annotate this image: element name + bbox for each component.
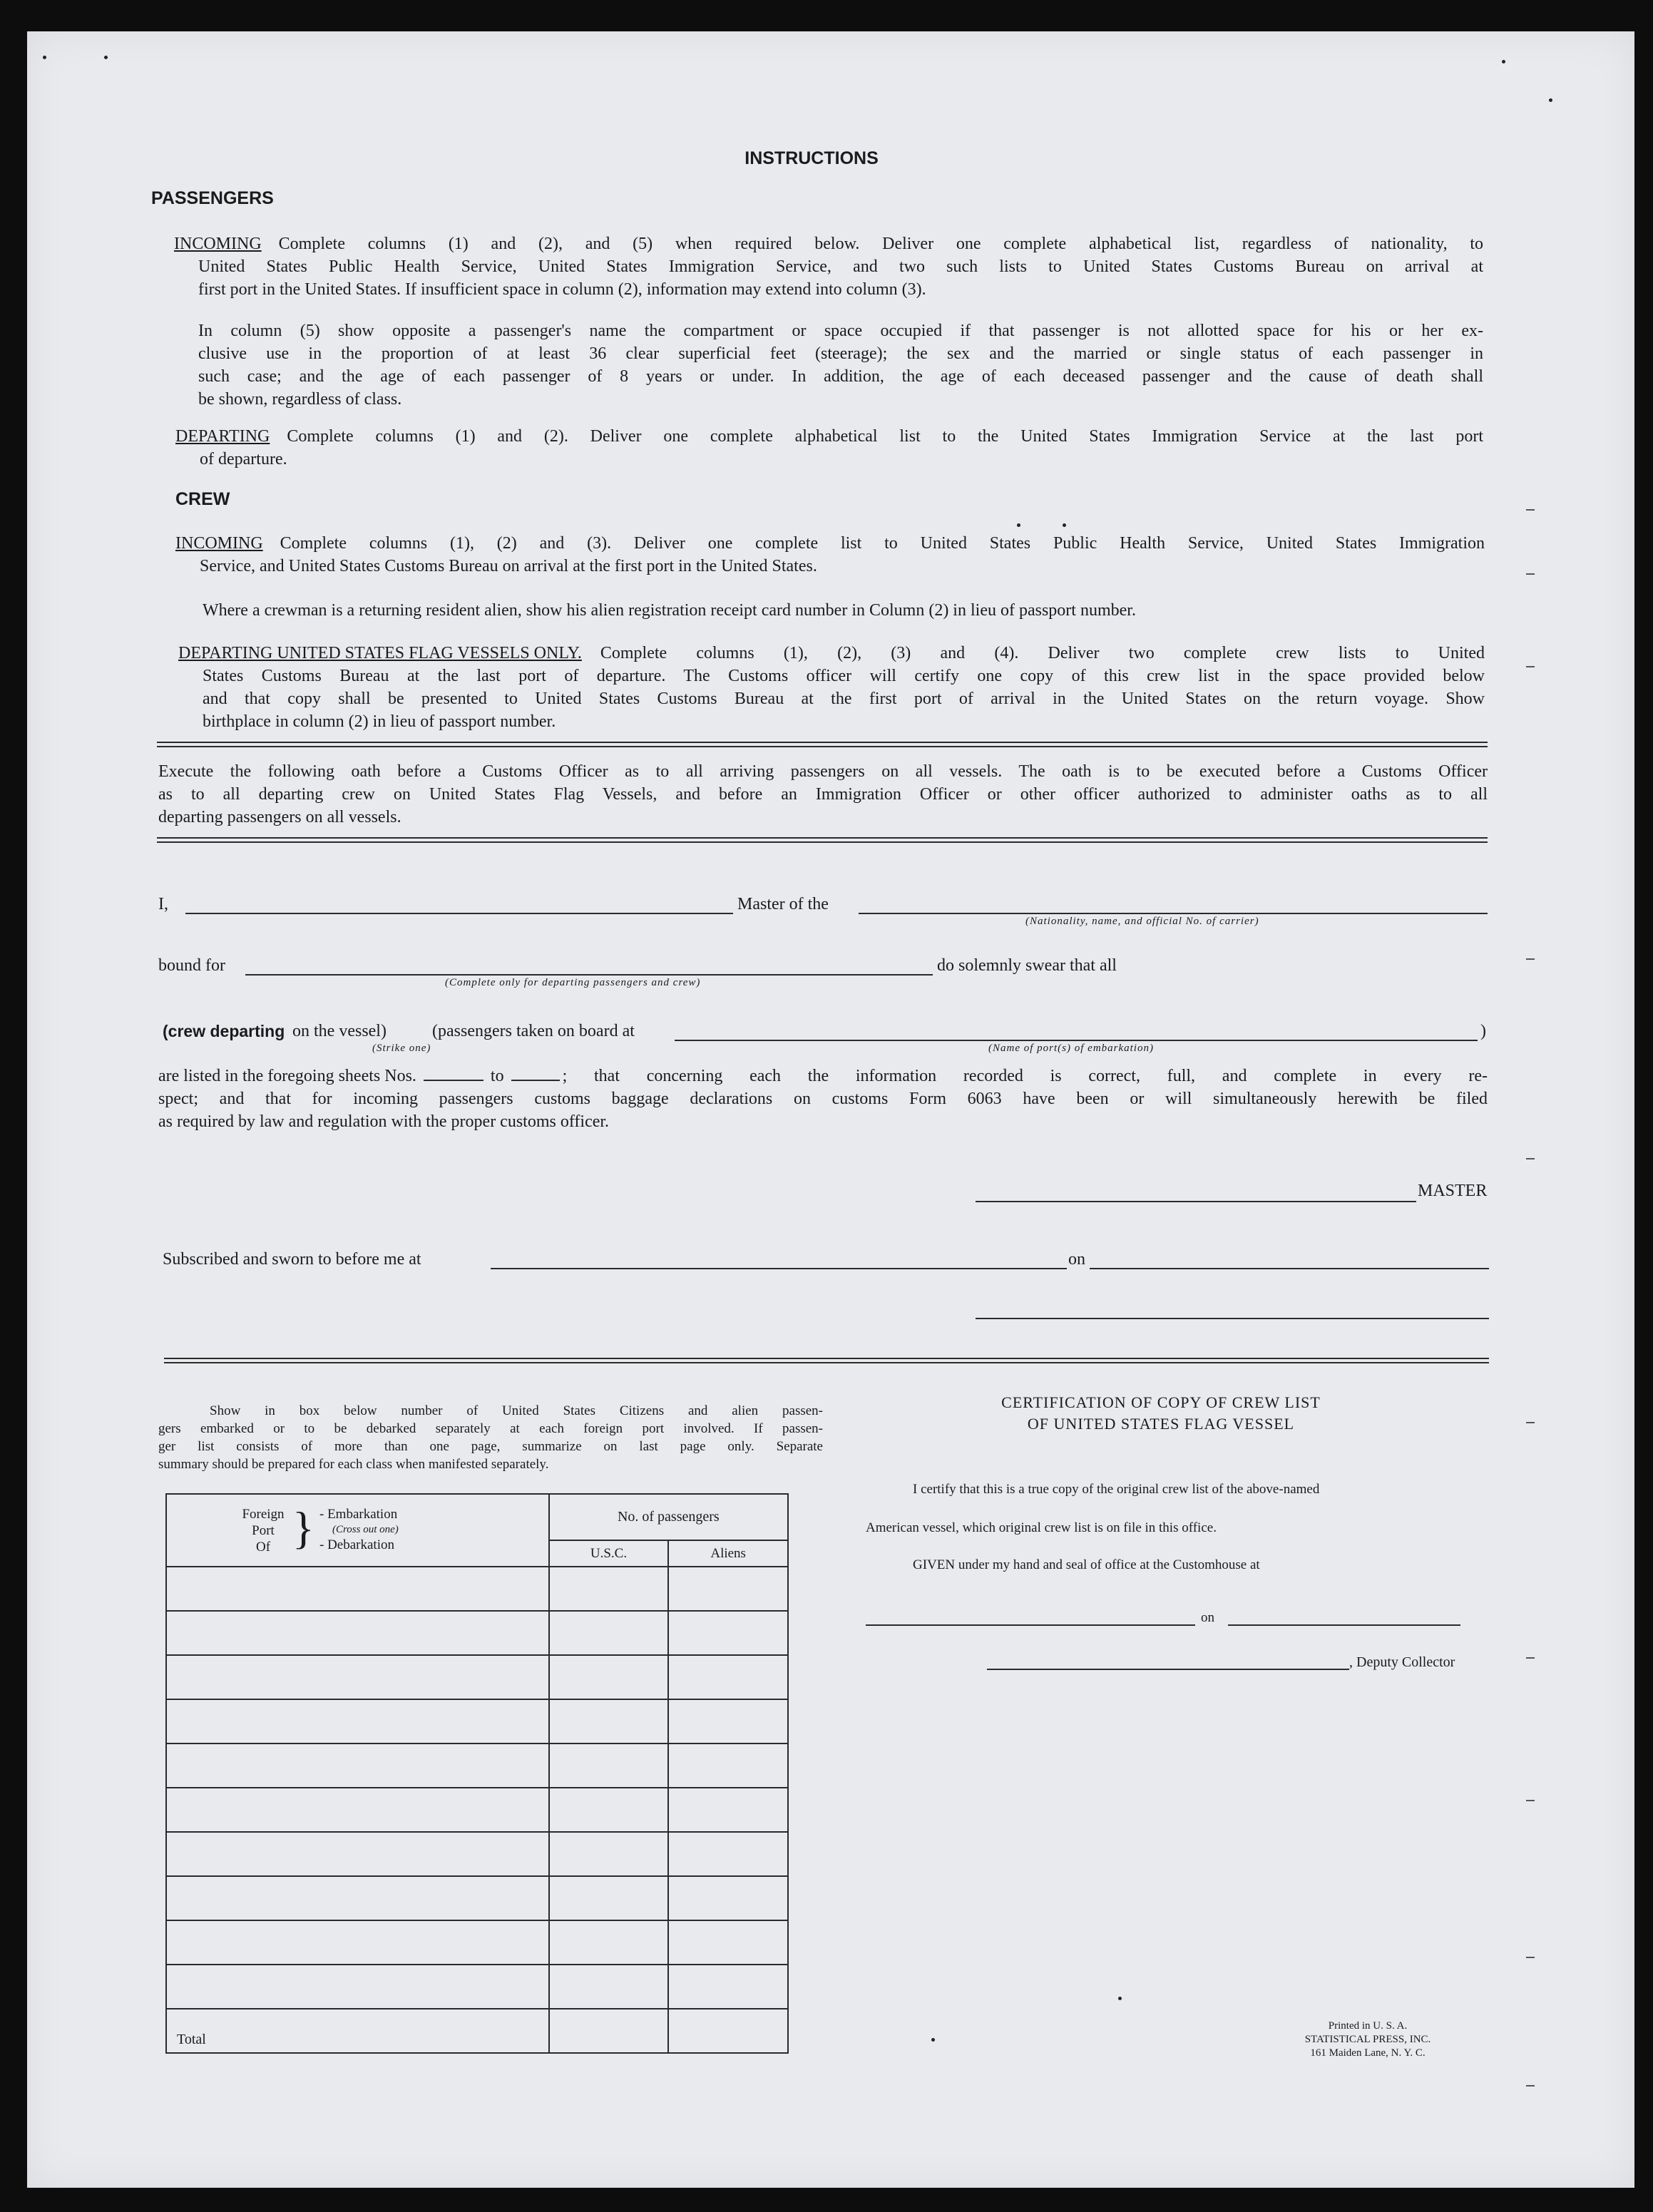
text-line: 161 Maiden Lane, N. Y. C.	[1310, 2047, 1426, 2059]
usc-cell[interactable]	[549, 1832, 669, 1876]
table-row	[166, 1788, 788, 1832]
usc-cell[interactable]	[549, 1920, 669, 1965]
table-row	[166, 1832, 788, 1876]
text-line: Complete columns (1), (2) and (3). Deliver one complete list to United States Public Health Service, United States Immigration	[280, 534, 1485, 553]
text-line: and that copy shall be presented to United States Customs Bureau at the first port of arrival in the United States on the return voyage. Show	[203, 690, 1485, 708]
margin-tick	[1526, 1800, 1535, 1801]
port-cell[interactable]	[166, 1744, 549, 1788]
scan-speck	[931, 2038, 935, 2042]
carrier-caption: (Nationality, name, and official No. of carrier)	[1025, 916, 1259, 927]
customhouse-field[interactable]	[866, 1624, 1195, 1626]
text-line: OF UNITED STATES FLAG VESSEL	[1027, 1415, 1295, 1433]
sworn-place-field[interactable]	[491, 1268, 1067, 1269]
aliens-cell[interactable]	[668, 1832, 788, 1876]
of-label: Of	[255, 1540, 271, 1555]
crew-incoming-label: INCOMING	[175, 534, 263, 553]
certification-line-2: American vessel, which original crew list is on file in this office.	[866, 1520, 1217, 1535]
aliens-cell[interactable]	[668, 1876, 788, 1920]
text-line: of departure.	[200, 450, 287, 468]
sheet-to-field[interactable]	[511, 1064, 560, 1081]
passengers-incoming-label: INCOMING	[174, 235, 262, 253]
total-usc-cell[interactable]	[549, 2009, 669, 2053]
text-line: clusive use in the proportion of at least 36 clear superficial feet (steerage); the sex and the married or single status of each passenger in	[198, 344, 1483, 363]
close-paren: )	[1480, 1022, 1486, 1040]
no-of-passengers-header: No. of passengers	[549, 1494, 788, 1540]
crew-departing-option: (crew departing	[163, 1022, 285, 1040]
port-cell[interactable]	[166, 1832, 549, 1876]
port-cell[interactable]	[166, 1699, 549, 1744]
certification-line-3: GIVEN under my hand and seal of office at the Customhouse at	[913, 1557, 1260, 1572]
table-row	[166, 1920, 788, 1965]
text-line: STATISTICAL PRESS, INC.	[1304, 2034, 1431, 2045]
debarkation-option[interactable]: - Debarkation	[319, 1537, 394, 1552]
aliens-cell[interactable]	[668, 1744, 788, 1788]
text-line: Complete columns (1), (2), (3) and (4). Deliver two complete crew lists to United	[600, 644, 1485, 662]
on-vessel-label: on the vessel)	[292, 1022, 387, 1040]
table-row	[166, 1744, 788, 1788]
port-cell[interactable]	[166, 1611, 549, 1655]
aliens-header: Aliens	[668, 1540, 788, 1567]
form-sheet	[27, 31, 1634, 2188]
margin-tick	[1526, 509, 1535, 511]
passengers-column5-block	[198, 319, 1483, 411]
passengers-incoming-block	[174, 232, 1483, 301]
bound-for-field[interactable]	[245, 974, 933, 976]
margin-tick	[1526, 1158, 1535, 1159]
total-label: Total	[166, 2009, 549, 2053]
passengers-taken-label: (passengers taken on board at	[432, 1022, 635, 1040]
master-signature-field[interactable]	[976, 1201, 1416, 1202]
aliens-cell[interactable]	[668, 1567, 788, 1611]
crew-incoming-block	[175, 532, 1485, 578]
port-cell[interactable]	[166, 1876, 549, 1920]
scan-speck	[43, 56, 46, 59]
port-cell[interactable]	[166, 1920, 549, 1965]
bound-caption: (Complete only for departing passengers and crew)	[445, 977, 701, 988]
deputy-collector-label: , Deputy Collector	[1349, 1654, 1455, 1670]
scan-speck	[1063, 523, 1066, 527]
scan-speck	[104, 56, 108, 59]
certification-line-1: I certify that this is a true copy of the original crew list of the above-named	[913, 1482, 1320, 1497]
scan-speck	[1502, 60, 1505, 63]
margin-tick	[1526, 573, 1535, 575]
port-caption: (Name of port(s) of embarkation)	[988, 1043, 1154, 1054]
text-line: Complete columns (1) and (2). Deliver one complete alphabetical list to the United States Immigration Service at the last port	[287, 427, 1483, 446]
text-line: ger list consists of more than one page, summarize on last page only. Separate	[158, 1439, 823, 1454]
section-divider	[157, 837, 1488, 843]
on-label: on	[1068, 1250, 1085, 1269]
page-title: INSTRUCTIONS	[744, 148, 879, 168]
passengers-departing-block	[175, 425, 1483, 471]
text-line: CERTIFICATION OF COPY OF CREW LIST	[1001, 1393, 1321, 1411]
text-line: gers embarked or to be debarked separately at each foreign port involved. If passen-	[158, 1421, 823, 1436]
text-line: departing passengers on all vessels.	[158, 808, 401, 826]
passenger-summary-table	[165, 1493, 789, 2054]
bound-for-label: bound for	[158, 956, 225, 975]
usc-cell[interactable]	[549, 1876, 669, 1920]
embarkation-port-field[interactable]	[675, 1040, 1478, 1041]
margin-tick	[1526, 1657, 1535, 1659]
margin-tick	[1526, 1957, 1535, 1958]
aliens-cell[interactable]	[668, 1965, 788, 2009]
aliens-cell[interactable]	[668, 1920, 788, 1965]
port-cell[interactable]	[166, 1965, 549, 2009]
text-line: States Customs Bureau at the last port of departure. The Customs officer will certify one copy of this crew list in the space provided below	[203, 667, 1485, 685]
port-cell[interactable]	[166, 1788, 549, 1832]
usc-cell[interactable]	[549, 1788, 669, 1832]
crew-departing-label: DEPARTING UNITED STATES FLAG VESSELS ONLY.	[178, 644, 582, 662]
master-of-the-label: Master of the	[737, 895, 829, 913]
text-line: United States Public Health Service, United States Immigration Service, and two such lists to United States Customs Bureau on arrival at	[198, 257, 1483, 276]
listed-in-label: are listed in the foregoing sheets Nos.	[158, 1067, 416, 1085]
passengers-departing-label: DEPARTING	[175, 427, 270, 446]
aliens-cell[interactable]	[668, 1788, 788, 1832]
usc-cell[interactable]	[549, 1699, 669, 1744]
text-line: Execute the following oath before a Customs Officer as to all arriving passengers on all vessels. The oath is to be executed before a Customs Officer	[158, 762, 1488, 781]
table-row	[166, 1567, 788, 1611]
total-aliens-cell[interactable]	[668, 2009, 788, 2053]
aliens-cell[interactable]	[668, 1611, 788, 1655]
crew-departing-block	[178, 642, 1485, 733]
table-row	[166, 1965, 788, 2009]
cross-out-caption: (Cross out one)	[332, 1524, 399, 1535]
certification-on-label: on	[1201, 1610, 1214, 1625]
text-line: Printed in U. S. A.	[1328, 2020, 1408, 2032]
aliens-cell[interactable]	[668, 1699, 788, 1744]
port-label: Port	[252, 1523, 275, 1538]
port-cell[interactable]	[166, 1655, 549, 1699]
text-line: such case; and the age of each passenger of 8 years or under. In addition, the age of each deceased passenger and the cause of death shall	[198, 367, 1483, 386]
margin-tick	[1526, 958, 1535, 960]
carrier-field[interactable]	[859, 913, 1488, 914]
text-line: Service, and United States Customs Bureau on arrival at the first port in the United States.	[200, 557, 817, 575]
table-row	[166, 1611, 788, 1655]
scan-speck	[1017, 523, 1020, 527]
usc-cell[interactable]	[549, 1744, 669, 1788]
margin-tick	[1526, 666, 1535, 667]
text-line: Show in box below number of United States Citizens and alien passen-	[210, 1403, 823, 1418]
crew-heading: CREW	[175, 489, 230, 509]
margin-tick	[1526, 1422, 1535, 1423]
scan-speck	[1118, 1997, 1122, 2000]
section-divider	[164, 1358, 1489, 1363]
swear-label: do solemnly swear that all	[937, 956, 1117, 975]
foreign-label: Foreign	[242, 1507, 285, 1522]
summary-intro	[158, 1402, 823, 1473]
officer-signature-field[interactable]	[976, 1318, 1489, 1319]
margin-tick	[1526, 2085, 1535, 2086]
text-line: In column (5) show opposite a passenger's name the compartment or space occupied if that passenger is not allotted space for his or her ex-	[198, 322, 1483, 340]
sheet-from-field[interactable]	[424, 1064, 483, 1081]
section-divider	[157, 742, 1488, 747]
text-line: Complete columns (1) and (2), and (5) when required below. Deliver one complete alphabetical list, regardless of nationality, to	[278, 235, 1483, 253]
certification-title	[861, 1392, 1460, 1435]
strike-one-caption: (Strike one)	[372, 1043, 431, 1054]
text-line: birthplace in column (2) in lieu of passport number.	[203, 712, 556, 731]
table-row	[166, 1876, 788, 1920]
to-label: to	[490, 1067, 504, 1085]
embarkation-option[interactable]: - Embarkation	[319, 1507, 398, 1522]
aliens-cell[interactable]	[668, 1655, 788, 1699]
table-row	[166, 1655, 788, 1699]
oath-intro	[158, 760, 1488, 829]
concerning-text: ; that concerning each the information recorded is correct, full, and complete in every re-	[562, 1067, 1488, 1085]
text-line: first port in the United States. If insufficient space in column (2), information may extend into column (3).	[198, 280, 926, 299]
brace-icon: }	[292, 1502, 314, 1553]
text-line: spect; and that for incoming passengers customs baggage declarations on customs Form 6063 have been or will simultaneously herewith be filed	[158, 1090, 1488, 1108]
table-row	[166, 1699, 788, 1744]
text-line: as to all departing crew on United States Flag Vessels, and before an Immigration Officer or other officer authorized to administer oaths as to all	[158, 785, 1488, 804]
subscribed-label: Subscribed and sworn to before me at	[163, 1250, 421, 1269]
text-line: be shown, regardless of class.	[198, 390, 402, 409]
master-name-field[interactable]	[185, 913, 733, 914]
oath-listed-line	[158, 1064, 1488, 1133]
text-line: as required by law and regulation with the proper customs officer.	[158, 1112, 610, 1131]
text-line: summary should be prepared for each class when manifested separately.	[158, 1457, 549, 1472]
master-label: MASTER	[1418, 1182, 1488, 1200]
deputy-signature-field[interactable]	[987, 1669, 1349, 1670]
crew-returning-line: Where a crewman is a returning resident alien, show his alien registration receipt card number in Column (2) in lieu of passport number.	[203, 601, 1136, 620]
port-header-cell	[166, 1494, 549, 1567]
certification-date-field[interactable]	[1228, 1624, 1460, 1626]
oath-i-label: I,	[158, 895, 168, 913]
usc-cell[interactable]	[549, 1611, 669, 1655]
usc-cell[interactable]	[549, 1965, 669, 2009]
usc-header: U.S.C.	[549, 1540, 669, 1567]
printer-imprint	[1268, 2019, 1468, 2060]
scan-speck	[1549, 98, 1552, 102]
sworn-date-field[interactable]	[1090, 1268, 1489, 1269]
port-cell[interactable]	[166, 1567, 549, 1611]
passengers-heading: PASSENGERS	[151, 188, 274, 208]
usc-cell[interactable]	[549, 1567, 669, 1611]
usc-cell[interactable]	[549, 1655, 669, 1699]
